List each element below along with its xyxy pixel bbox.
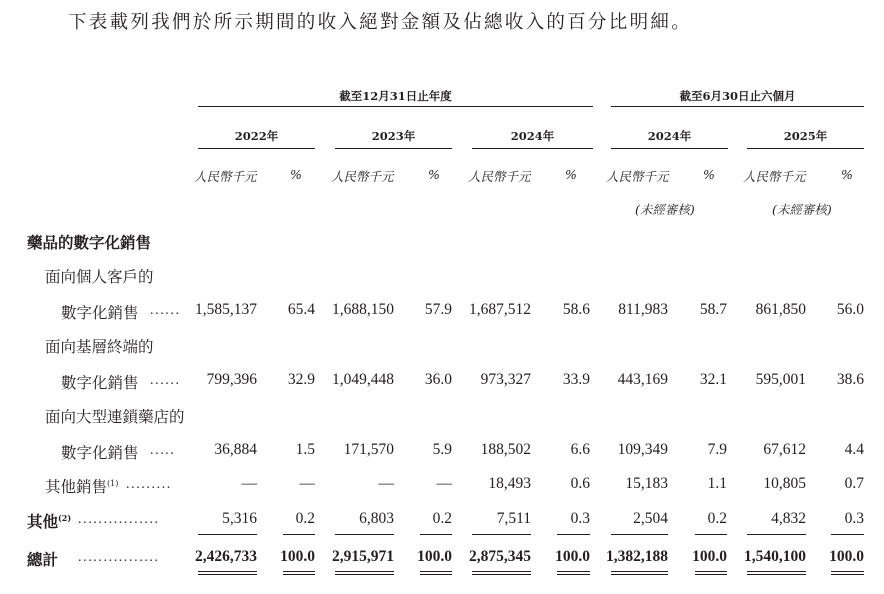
unit-percent-label: % — [703, 167, 715, 182]
total-rule — [198, 534, 257, 535]
row-label-text: 其他 — [27, 512, 59, 531]
percent-cell: 36.0 — [424, 371, 452, 388]
unit-rmb-label: 人民幣千元 — [468, 169, 531, 184]
total-rule — [283, 534, 315, 535]
percent-cell: 32.9 — [287, 371, 315, 388]
row-label: 面向個人客戶的 — [45, 268, 154, 286]
total-rule — [695, 571, 727, 572]
amount-cell: 188,502 — [480, 441, 531, 458]
amount-cell: 1,585,137 — [195, 301, 257, 318]
percent-cell: 57.9 — [424, 301, 452, 318]
unaudited-label: (未經審核) — [635, 202, 695, 217]
percent-cell: 100.0 — [692, 548, 727, 565]
percent-cell: 0.3 — [844, 510, 864, 527]
row-label-other-sales — [45, 475, 118, 497]
header-group-year-rule — [198, 106, 593, 107]
unit-rmb-label: 人民幣千元 — [743, 169, 806, 184]
total-rule — [695, 574, 727, 575]
amount-cell: 799,396 — [206, 371, 257, 388]
year-header-rule — [472, 148, 593, 149]
total-rule — [198, 574, 257, 575]
year-header: 2023年 — [371, 129, 416, 143]
total-rule — [831, 571, 864, 572]
percent-cell: 4.4 — [844, 441, 864, 458]
leader-dots: ................ — [78, 550, 160, 565]
amount-cell: 2,875,345 — [469, 548, 531, 565]
amount-cell: 15,183 — [625, 475, 668, 492]
total-rule — [611, 534, 668, 535]
amount-cell: 443,169 — [617, 371, 668, 388]
year-header: 2024年 — [510, 129, 555, 143]
percent-cell: 6.6 — [570, 441, 590, 458]
amount-cell: 811,983 — [618, 301, 668, 318]
total-rule — [472, 574, 531, 575]
unit-rmb-label: 人民幣千元 — [606, 169, 669, 184]
percent-cell: 33.9 — [562, 371, 590, 388]
amount-cell: 4,832 — [771, 510, 806, 527]
year-header-rule — [611, 148, 728, 149]
amount-cell: 6,803 — [359, 510, 394, 527]
unit-rmb-label: 人民幣千元 — [331, 169, 394, 184]
header-group-halfyear-rule — [611, 106, 864, 107]
percent-cell: 1.5 — [295, 441, 315, 458]
year-header: 2025年 — [783, 129, 828, 143]
percent-cell: 100.0 — [829, 548, 864, 565]
unaudited-label: (未經審核) — [772, 202, 832, 217]
total-rule — [283, 574, 315, 575]
percent-cell: 0.7 — [844, 475, 864, 492]
leader-dots: ...... — [150, 373, 181, 388]
total-rule — [420, 571, 452, 572]
percent-cell: 0.2 — [432, 510, 452, 527]
row-label: 面向大型連鎖藥店的 — [45, 408, 185, 426]
percent-cell: 0.2 — [707, 510, 727, 527]
percent-cell: 32.1 — [699, 371, 727, 388]
percent-cell: 100.0 — [280, 548, 315, 565]
percent-cell: 5.9 — [432, 441, 452, 458]
amount-cell: 109,349 — [617, 441, 668, 458]
unit-percent-label: % — [841, 167, 853, 182]
row-label-total: 總計 — [27, 550, 59, 569]
total-rule — [335, 534, 394, 535]
total-rule — [557, 534, 590, 535]
amount-cell: 2,504 — [633, 510, 668, 527]
amount-cell: — — [378, 475, 394, 492]
amount-cell: 18,493 — [488, 475, 531, 492]
amount-cell: 1,687,512 — [469, 301, 531, 318]
header-group-halfyear: 截至6月30日止六個月 — [679, 89, 796, 103]
row-label-others — [27, 510, 71, 532]
footnote-marker: (2) — [58, 512, 72, 523]
percent-cell: 7.9 — [707, 441, 727, 458]
total-rule — [747, 574, 806, 575]
footnote-marker: (1) — [107, 478, 119, 488]
category-drug-sales: 藥品的數字化銷售 — [27, 233, 152, 252]
amount-cell: 973,327 — [480, 371, 531, 388]
year-header-rule — [198, 148, 315, 149]
percent-cell: 56.0 — [836, 301, 864, 318]
unit-percent-label: % — [290, 167, 302, 182]
amount-cell: 2,426,733 — [195, 548, 257, 565]
percent-cell: 1.1 — [707, 475, 727, 492]
total-rule — [747, 571, 806, 572]
total-rule — [335, 571, 394, 572]
row-label: 數字化銷售 — [61, 374, 139, 392]
percent-cell: 58.7 — [699, 301, 727, 318]
total-rule — [472, 571, 531, 572]
total-rule — [335, 574, 394, 575]
total-rule — [557, 574, 590, 575]
row-label-text: 其他銷售 — [45, 478, 108, 496]
amount-cell: — — [241, 475, 257, 492]
total-rule — [831, 574, 864, 575]
total-rule — [472, 534, 531, 535]
total-rule — [283, 571, 315, 572]
amount-cell: 1,540,100 — [744, 548, 806, 565]
total-rule — [695, 534, 727, 535]
year-header-rule — [335, 148, 452, 149]
percent-cell: 100.0 — [555, 548, 590, 565]
percent-cell: — — [299, 475, 315, 492]
row-label: 數字化銷售 — [61, 444, 139, 462]
amount-cell: 861,850 — [755, 301, 806, 318]
total-rule — [198, 571, 257, 572]
percent-cell: 58.6 — [562, 301, 590, 318]
total-rule — [420, 574, 452, 575]
percent-cell: 0.6 — [570, 475, 590, 492]
total-rule — [611, 574, 668, 575]
total-rule — [747, 534, 806, 535]
year-header-rule — [747, 148, 864, 149]
percent-cell: 65.4 — [287, 301, 315, 318]
year-header: 2022年 — [234, 129, 279, 143]
total-rule — [420, 534, 452, 535]
amount-cell: 2,915,971 — [332, 548, 394, 565]
total-rule — [557, 571, 590, 572]
percent-cell: — — [436, 475, 452, 492]
leader-dots: ..... — [150, 443, 176, 458]
amount-cell: 1,382,188 — [606, 548, 668, 565]
amount-cell: 67,612 — [763, 441, 806, 458]
total-rule — [831, 534, 864, 535]
total-rule — [611, 571, 668, 572]
percent-cell: 0.2 — [295, 510, 315, 527]
leader-dots: ......... — [126, 477, 172, 492]
unit-rmb-label: 人民幣千元 — [194, 169, 257, 184]
amount-cell: 1,688,150 — [332, 301, 394, 318]
amount-cell: 1,049,448 — [332, 371, 394, 388]
amount-cell: 171,570 — [343, 441, 394, 458]
amount-cell: 595,001 — [755, 371, 806, 388]
percent-cell: 38.6 — [836, 371, 864, 388]
year-header: 2024年 — [647, 129, 692, 143]
intro-text: 下表載列我們於所示期間的收入絕對金額及佔總收入的百分比明細。 — [68, 12, 693, 33]
unit-percent-label: % — [565, 167, 577, 182]
row-label: 面向基層終端的 — [45, 338, 154, 356]
unit-percent-label: % — [428, 167, 440, 182]
percent-cell: 0.3 — [570, 510, 590, 527]
amount-cell: 7,511 — [496, 510, 531, 527]
leader-dots: ...... — [150, 303, 181, 318]
row-label: 數字化銷售 — [61, 304, 139, 322]
header-group-year: 截至12月31日止年度 — [339, 89, 452, 103]
amount-cell: 10,805 — [763, 475, 806, 492]
percent-cell: 100.0 — [417, 548, 452, 565]
amount-cell: 5,316 — [222, 510, 257, 527]
amount-cell: 36,884 — [214, 441, 257, 458]
leader-dots: ................ — [78, 512, 160, 527]
